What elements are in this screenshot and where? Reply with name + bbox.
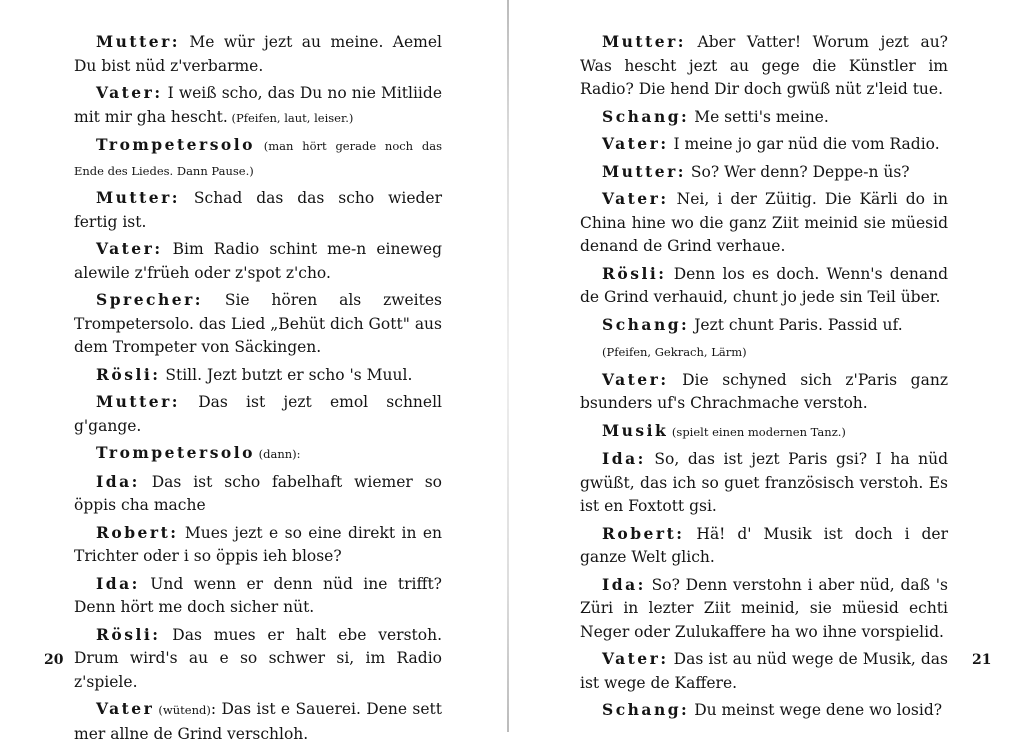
dialogue-text: Schad das das scho wieder fertig ist. (74, 189, 442, 231)
dialogue-paragraph (70, 186, 442, 234)
speaker-name: Ida: (602, 449, 646, 468)
dialogue-paragraph (576, 262, 948, 310)
dialogue-paragraph (576, 340, 948, 365)
dialogue-paragraph (70, 30, 442, 78)
dialogue-paragraph (70, 390, 442, 438)
page-number-right: 21 (972, 652, 992, 668)
dialogue-text: Du meinst wege dene wo losid? (689, 701, 943, 719)
dialogue-paragraph (70, 572, 442, 620)
dialogue-text: So? Denn verstohn i aber nüd, daß 's Züri in lezter Ziit meinid, sie müesid echti Neger oder Zulukaffere ha wo ihne vorspielid. (580, 575, 948, 641)
speaker-name: Vater: (602, 189, 669, 208)
speaker-name: Vater: (602, 649, 669, 668)
speaker-name: Mutter: (602, 161, 686, 181)
dialogue-paragraph (576, 647, 948, 695)
stage-direction: (man hört gerade noch das Ende des Liedes. Dann Pause.) (74, 139, 442, 178)
dialogue-paragraph (70, 623, 442, 695)
dialogue-text: Jezt chunt Paris. Passid uf. (689, 315, 903, 334)
dialogue-paragraph (70, 237, 442, 285)
speaker-name: Sprecher: (96, 290, 204, 309)
dialogue-text: Denn los es doch. Wenn's denand de Grind verhauid, chunt jo jede sin Teil über. (580, 264, 948, 306)
dialogue-paragraph (576, 30, 948, 102)
dialogue-paragraph (70, 363, 442, 388)
dialogue-text: I weiß scho, das Du no nie Mitliide mit mir gha hescht. (74, 84, 442, 126)
speaker-name: Schang: (602, 314, 690, 334)
speaker-name: Vater: (96, 83, 163, 102)
dialogue-text: Hä! d' Musik ist doch i der ganze Welt glich. (580, 524, 948, 566)
dialogue-paragraph (576, 698, 948, 723)
speaker-name: Mutter: (96, 32, 180, 51)
dialogue-paragraph (576, 160, 948, 185)
dialogue-paragraph (70, 288, 442, 360)
speaker-name: Robert: (602, 523, 685, 543)
speaker-name: Vater: (602, 134, 669, 153)
left-page (70, 30, 442, 749)
dialogue-paragraph (70, 133, 442, 183)
dialogue-paragraph (70, 441, 442, 467)
dialogue-text: Das ist scho fabelhaft wiemer so öppis cha mache (74, 472, 442, 514)
speaker-name: Schang: (602, 106, 690, 126)
dialogue-text: I meine jo gar nüd die vom Radio. (668, 135, 940, 153)
speaker-name: Vater: (602, 369, 669, 389)
dialogue-text: Das mues er halt ebe verstoh. Drum wird's au e so schwer si, im Radio z'spiele. (74, 625, 442, 691)
speaker-name: Trompetersolo (96, 135, 255, 154)
dialogue-paragraph (70, 697, 442, 746)
dialogue-text: Me setti's meine. (689, 107, 829, 126)
speaker-name: Schang: (602, 700, 690, 719)
speaker-name: Rösli: (96, 624, 161, 644)
book-gutter (507, 0, 509, 732)
stage-direction: (spielt einen modernen Tanz.) (668, 424, 846, 439)
speaker-name: Mutter: (602, 32, 686, 51)
dialogue-paragraph (576, 419, 948, 445)
dialogue-paragraph (576, 132, 948, 157)
dialogue-text: Mues jezt e so eine direkt in en Trichter oder i so öppis ieh blose? (74, 523, 442, 565)
stage-direction: (dann): (255, 447, 301, 461)
stage-direction: (Pfeifen, laut, leiser.) (227, 110, 354, 125)
right-page (576, 30, 948, 726)
dialogue-text: So? Wer denn? Deppe-n üs? (686, 162, 910, 181)
speaker-name: Rösli: (602, 263, 667, 283)
page-number-left: 20 (44, 652, 64, 668)
dialogue-paragraph (576, 447, 948, 519)
speaker-name: Ida: (96, 573, 140, 593)
speaker-name: Mutter: (96, 392, 180, 411)
speaker-name: Musik (602, 420, 669, 440)
speaker-name: Rösli: (96, 364, 161, 384)
stage-direction: (Pfeifen, Gekrach, Lärm) (602, 345, 747, 359)
speaker-name: Vater: (96, 239, 163, 258)
dialogue-text: Sie hören als zweites Trompetersolo. das Lied „Behüt dich Gott" aus dem Trompeter von Säckingen. (74, 291, 442, 356)
dialogue-paragraph (70, 521, 442, 569)
dialogue-paragraph (70, 470, 442, 518)
dialogue-paragraph (576, 105, 948, 130)
speaker-name: Robert: (96, 522, 179, 542)
dialogue-paragraph (576, 368, 948, 416)
dialogue-text: Und wenn er denn nüd ine trifft? Denn hört me doch sicher nüt. (74, 574, 442, 616)
dialogue-text: Die schyned sich z'Paris ganz bsunders uf's Chrachmache verstoh. (580, 370, 948, 412)
dialogue-text: Me wür jezt au meine. Aemel Du bist nüd z'verbarme. (74, 33, 442, 75)
speaker-name: Ida: (96, 471, 140, 491)
speaker-name: Ida: (602, 574, 646, 594)
dialogue-paragraph (70, 81, 442, 130)
dialogue-paragraph (576, 187, 948, 259)
dialogue-text: Nei, i der Züitig. Die Kärli do in China hine wo die ganz Ziit meinid sie müesid denand de Grind verhaue. (580, 190, 948, 255)
dialogue-text: : Das ist e Sauerei. Dene sett mer allne de Grind verschloh. (74, 700, 442, 743)
dialogue-text: Bim Radio schint me-n eineweg alewile z'früeh oder z'spot z'cho. (74, 240, 442, 282)
dialogue-text: So, das ist jezt Paris gsi? I ha nüd gwüßt, das ich so guet französisch verstoh. Es ist en Foxtott gsi. (580, 450, 948, 515)
dialogue-text: Das ist au nüd wege de Musik, das ist wege de Kaffere. (580, 650, 948, 692)
dialogue-text: Aber Vatter! Worum jezt au? Was hescht jezt au gege die Künstler im Radio? Die hend Dir doch gwüß nüt z'leid tue. (580, 33, 948, 98)
speaker-name: Vater (96, 699, 155, 718)
speaker-name: Trompetersolo (96, 443, 255, 462)
dialogue-text: Still. Jezt butzt er scho 's Muul. (160, 365, 413, 384)
dialogue-paragraph (576, 522, 948, 570)
dialogue-text: Das ist jezt emol schnell g'gange. (74, 393, 442, 435)
dialogue-paragraph (576, 573, 948, 645)
speaker-name: Mutter: (96, 188, 180, 207)
dialogue-paragraph (576, 313, 948, 338)
stage-direction: (wütend) (154, 703, 211, 717)
